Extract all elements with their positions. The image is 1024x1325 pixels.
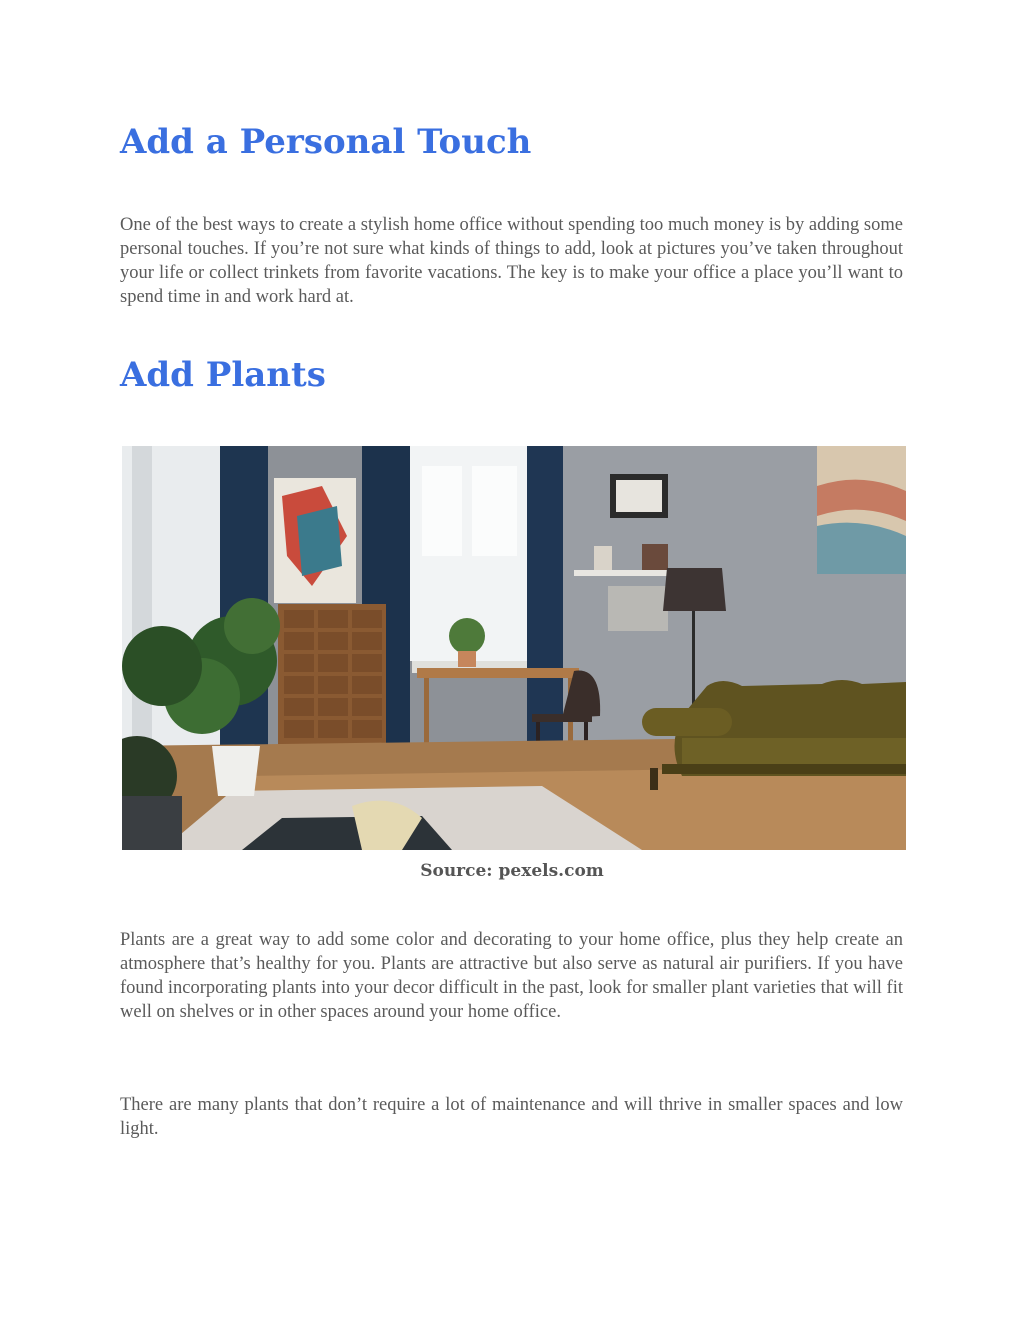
living-room-photo — [122, 446, 906, 850]
section-heading-personal-touch: Add a Personal Touch — [120, 122, 532, 162]
paragraph-low-maintenance-plants: There are many plants that don’t require a lot of maintenance and will thrive in smaller spaces and low light. — [120, 1095, 903, 1139]
section-heading-add-plants: Add Plants — [120, 355, 326, 395]
paragraph-plants-benefits: Plants are a great way to add some color and decorating to your home office, plus they help create an atmosphere that’s healthy for you. Plants are attractive but also serve as natural air purifiers. If you have found incorporating plants into your decor difficult in the past, look for smaller plant varieties that will fit well on shelves or in other spaces around your home office. — [120, 930, 903, 1022]
image-caption: Source: pexels.com — [420, 861, 604, 881]
paragraph-personal-touch: One of the best ways to create a stylish home office without spending too much money is by adding some personal touches. If you’re not sure what kinds of things to add, look at pictures you’ve taken throughout your life or collect trinkets from favorite vacations. The key is to make your office a place you’ll want to spend time in and work hard at. — [120, 215, 903, 307]
